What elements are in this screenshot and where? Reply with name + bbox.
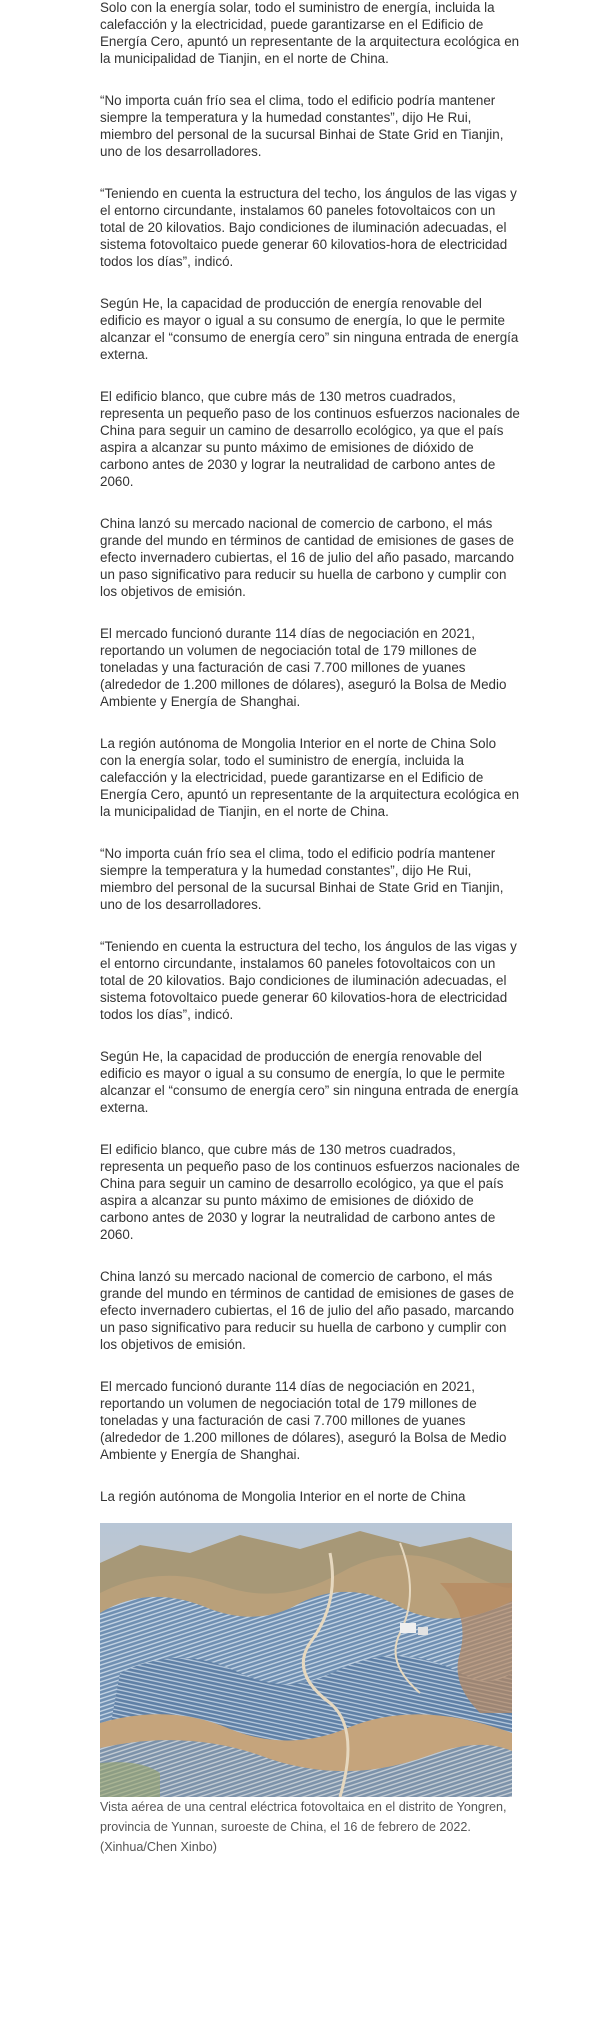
article-figure xyxy=(100,1523,520,1857)
paragraph: La región autónoma de Mongolia Interior en el norte de China xyxy=(100,1489,466,1504)
figure-caption: Vista aérea de una central eléctrica fotovoltaica en el distrito de Yongren, provincia de Yunnan, suroeste de China, el 16 de febrero de 2022. (Xinhua/Chen Xinbo) xyxy=(100,1800,507,1854)
paragraph: El mercado funcionó durante 114 días de negociación en 2021, reportando un volumen de negociación total de 179 millones de toneladas y una facturación de casi 7.700 millones de yuanes (alrededor de 1.200 millones de dólares), aseguró la Bolsa de Medio Ambiente y Energía de Shanghai. xyxy=(100,1379,507,1462)
article-body xyxy=(100,0,520,1882)
aerial-photo-solar-plant xyxy=(100,1523,512,1797)
paragraph: Solo con la energía solar, todo el suministro de energía, incluida la calefacción y la electricidad, puede garantizarse en el Edificio de Energía Cero, apuntó un representante de la arquitectura ecológica en la municipalidad de Tianjin, en el norte de China. xyxy=(100,0,520,66)
paragraph: China lanzó su mercado nacional de comercio de carbono, el más grande del mundo en términos de cantidad de emisiones de gases de efecto invernadero cubiertas, el 16 de julio del año pasado, marcando un paso significativo para reducir su huella de carbono y cumplir con los objetivos de emisión. xyxy=(100,516,514,599)
paragraph: Según He, la capacidad de producción de energía renovable del edificio es mayor o igual a su consumo de energía, lo que le permite alcanzar el “consumo de energía cero” sin ninguna entrada de energía externa. xyxy=(100,1049,519,1115)
paragraph: “No importa cuán frío sea el clima, todo el edificio podría mantener siempre la temperatura y la humedad constantes”, dijo He Rui, miembro del personal de la sucursal Binhai de State Grid en Tianjin, uno de los desarrolladores. xyxy=(100,93,504,159)
paragraph: El mercado funcionó durante 114 días de negociación en 2021, reportando un volumen de negociación total de 179 millones de toneladas y una facturación de casi 7.700 millones de yuanes (alrededor de 1.200 millones de dólares), aseguró la Bolsa de Medio Ambiente y Energía de Shanghai. xyxy=(100,626,507,709)
paragraph: Según He, la capacidad de producción de energía renovable del edificio es mayor o igual a su consumo de energía, lo que le permite alcanzar el “consumo de energía cero” sin ninguna entrada de energía externa. xyxy=(100,296,519,362)
paragraph: El edificio blanco, que cubre más de 130 metros cuadrados, representa un pequeño paso de los continuos esfuerzos nacionales de China para seguir un camino de desarrollo ecológico, ya que el país aspira a alcanzar su punto máximo de emisiones de dióxido de carbono antes de 2030 y lograr la neutralidad de carbono antes de 2060. xyxy=(100,1142,520,1242)
paragraph: “No importa cuán frío sea el clima, todo el edificio podría mantener siempre la temperatura y la humedad constantes”, dijo He Rui, miembro del personal de la sucursal Binhai de State Grid en Tianjin, uno de los desarrolladores. xyxy=(100,846,504,912)
paragraph: El edificio blanco, que cubre más de 130 metros cuadrados, representa un pequeño paso de los continuos esfuerzos nacionales de China para seguir un camino de desarrollo ecológico, ya que el país aspira a alcanzar su punto máximo de emisiones de dióxido de carbono antes de 2030 y lograr la neutralidad de carbono antes de 2060. xyxy=(100,389,520,489)
paragraph: “Teniendo en cuenta la estructura del techo, los ángulos de las vigas y el entorno circundante, instalamos 60 paneles fotovoltaicos con un total de 20 kilovatios. Bajo condiciones de iluminación adecuadas, el sistema fotovoltaico puede generar 60 kilovatios-hora de electricidad todos los días”, indicó. xyxy=(100,186,517,269)
paragraph: La región autónoma de Mongolia Interior en el norte de China Solo con la energía solar, todo el suministro de energía, incluida la calefacción y la electricidad, puede garantizarse en el Edificio de Energía Cero, apuntó un representante de la arquitectura ecológica en la municipalidad de Tianjin, en el norte de China. xyxy=(100,736,520,819)
paragraph: China lanzó su mercado nacional de comercio de carbono, el más grande del mundo en términos de cantidad de emisiones de gases de efecto invernadero cubiertas, el 16 de julio del año pasado, marcando un paso significativo para reducir su huella de carbono y cumplir con los objetivos de emisión. xyxy=(100,1269,514,1352)
paragraph: “Teniendo en cuenta la estructura del techo, los ángulos de las vigas y el entorno circundante, instalamos 60 paneles fotovoltaicos con un total de 20 kilovatios. Bajo condiciones de iluminación adecuadas, el sistema fotovoltaico puede generar 60 kilovatios-hora de electricidad todos los días”, indicó. xyxy=(100,939,517,1022)
